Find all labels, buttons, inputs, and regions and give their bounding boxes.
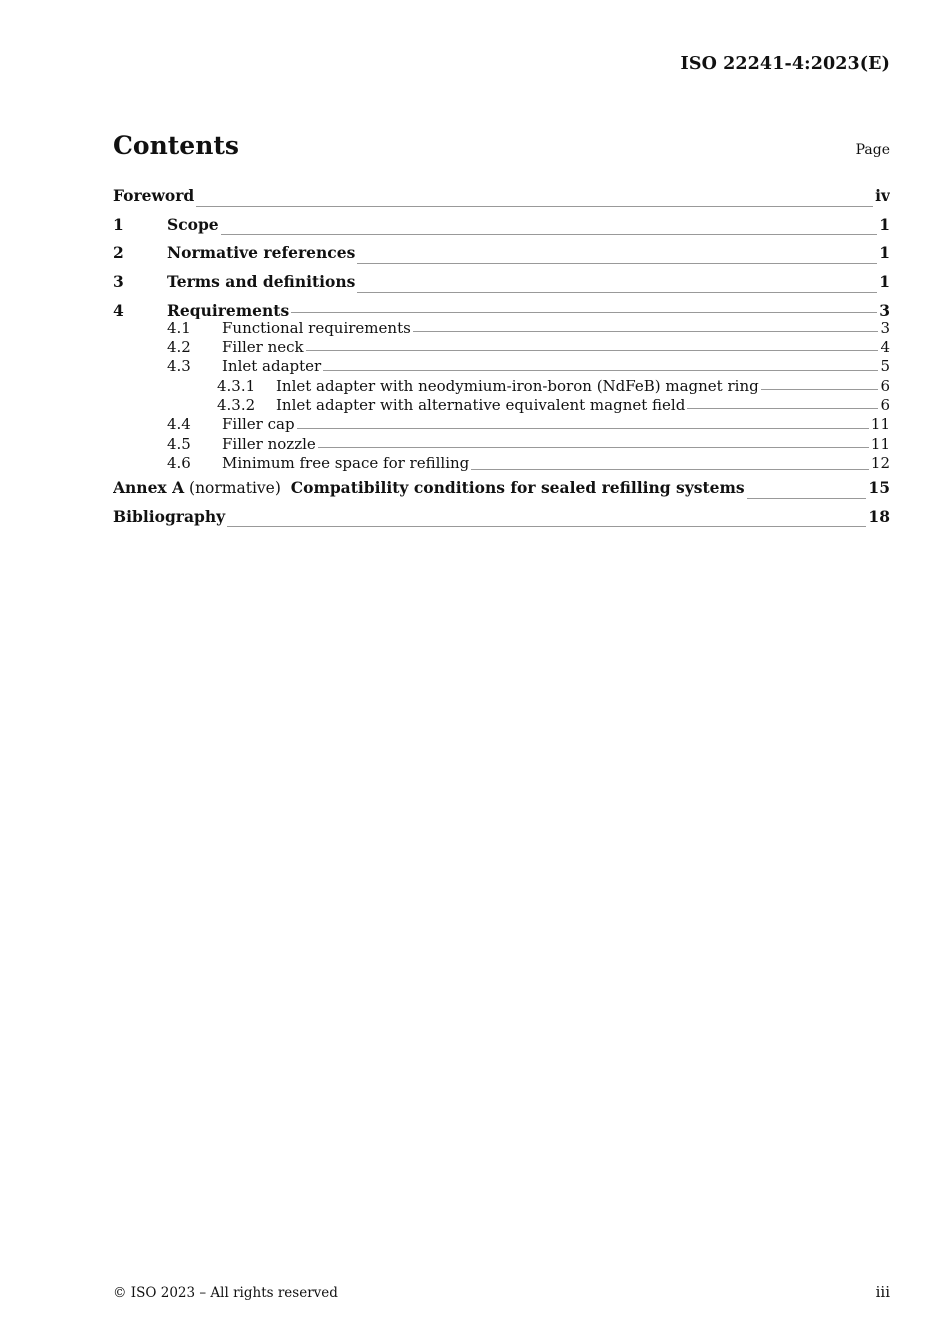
toc-entry-title: Bibliography	[113, 506, 226, 526]
copyright-notice: © ISO 2023 – All rights reserved	[113, 1285, 338, 1301]
toc-entry-number: 4.3	[167, 357, 191, 376]
toc-entry-number: 4.5	[167, 434, 191, 453]
toc-entry-number: 4.3.2	[217, 395, 256, 414]
toc-leader-dots	[318, 447, 869, 448]
toc-entry-number: 4.6	[167, 453, 191, 472]
toc-entry-page: 11	[870, 434, 890, 453]
toc-entry-4-1[interactable]	[113, 319, 890, 338]
toc-leader-dots	[196, 206, 873, 207]
toc-leader-dots	[471, 469, 869, 470]
toc-entry-page: 4	[880, 338, 890, 357]
toc-leader-dots	[413, 331, 879, 332]
toc-leader-dots	[227, 526, 866, 527]
table-of-contents	[113, 184, 890, 533]
toc-entry-page: 12	[870, 453, 890, 472]
toc-entry-page: 5	[880, 357, 890, 376]
toc-entry-annex-a[interactable]	[113, 476, 890, 505]
toc-entry-title: Filler neck	[222, 338, 304, 357]
toc-entry-page: 15	[868, 477, 890, 497]
toc-entry-page: 6	[880, 376, 890, 395]
toc-entry-page: 3	[879, 300, 890, 319]
toc-entry-title: Inlet adapter with alternative equivalent magnet field	[276, 395, 686, 414]
toc-entry-title: Inlet adapter	[222, 357, 322, 376]
toc-entry-4-2[interactable]	[113, 338, 890, 357]
toc-leader-dots	[323, 370, 878, 371]
toc-entry-number: 3	[113, 272, 124, 292]
toc-entry-number: 4.4	[167, 415, 191, 434]
toc-entry-page: 6	[880, 395, 890, 414]
toc-leader-dots	[687, 408, 878, 409]
toc-entry-2[interactable]	[113, 241, 890, 270]
annex-qualifier: (normative)	[189, 478, 281, 497]
toc-entry-4-4[interactable]	[113, 415, 890, 434]
toc-entry-title: Requirements	[167, 300, 290, 319]
toc-entry-page: 18	[868, 506, 890, 526]
toc-entry-title: Minimum free space for refilling	[222, 453, 470, 472]
toc-entry-number: 4.2	[167, 338, 191, 357]
toc-leader-dots	[297, 428, 869, 429]
page-column-label: Page	[855, 142, 890, 158]
toc-entry-number: 1	[113, 214, 124, 234]
toc-entry-3[interactable]	[113, 270, 890, 299]
toc-entry-number: 2	[113, 243, 124, 263]
toc-entry-1[interactable]	[113, 213, 890, 242]
toc-entry-title: Filler cap	[222, 415, 295, 434]
toc-leader-dots	[306, 350, 879, 351]
toc-entry-number: 4	[113, 300, 124, 319]
annex-title: Compatibility conditions for sealed refilling systems	[290, 477, 745, 497]
toc-entry-title: Filler nozzle	[222, 434, 316, 453]
toc-entry-4-6[interactable]	[113, 454, 890, 476]
toc-entry-page: iv	[875, 186, 890, 205]
contents-title: Contents	[113, 131, 240, 160]
toc-entry-number: 4.1	[167, 318, 191, 337]
annex-label: Annex A	[113, 477, 185, 497]
toc-leader-dots	[291, 312, 877, 313]
toc-leader-dots	[761, 389, 879, 390]
toc-leader-dots	[357, 292, 877, 293]
page-number: iii	[875, 1283, 890, 1301]
toc-leader-dots	[747, 498, 867, 499]
toc-entry-title: Normative references	[167, 243, 356, 263]
toc-entry-title: Foreword	[113, 186, 195, 205]
toc-entry-4-3[interactable]	[113, 357, 890, 376]
toc-entry-page: 1	[879, 272, 890, 292]
toc-leader-dots	[357, 263, 877, 264]
toc-entry-4-3-1[interactable]	[113, 377, 890, 396]
toc-entry-page: 11	[870, 415, 890, 434]
toc-entry-foreword[interactable]	[113, 184, 890, 213]
toc-leader-dots	[221, 234, 878, 235]
toc-entry-page: 3	[880, 318, 890, 337]
toc-entry-title: Inlet adapter with neodymium-iron-boron (NdFeB) magnet ring	[276, 376, 759, 395]
toc-entry-4-3-2[interactable]	[113, 396, 890, 415]
toc-entry-4[interactable]	[113, 299, 890, 319]
toc-entry-title: Functional requirements	[222, 318, 411, 337]
toc-entry-title: Terms and definitions	[167, 272, 356, 292]
toc-entry-page: 1	[879, 214, 890, 234]
toc-entry-title: Scope	[167, 214, 219, 234]
toc-entry-bibliography[interactable]	[113, 505, 890, 534]
toc-entry-number: 4.3.1	[217, 376, 256, 395]
toc-entry-page: 1	[879, 243, 890, 263]
toc-entry-4-5[interactable]	[113, 435, 890, 454]
document-id: ISO 22241-4:2023(E)	[680, 54, 890, 74]
